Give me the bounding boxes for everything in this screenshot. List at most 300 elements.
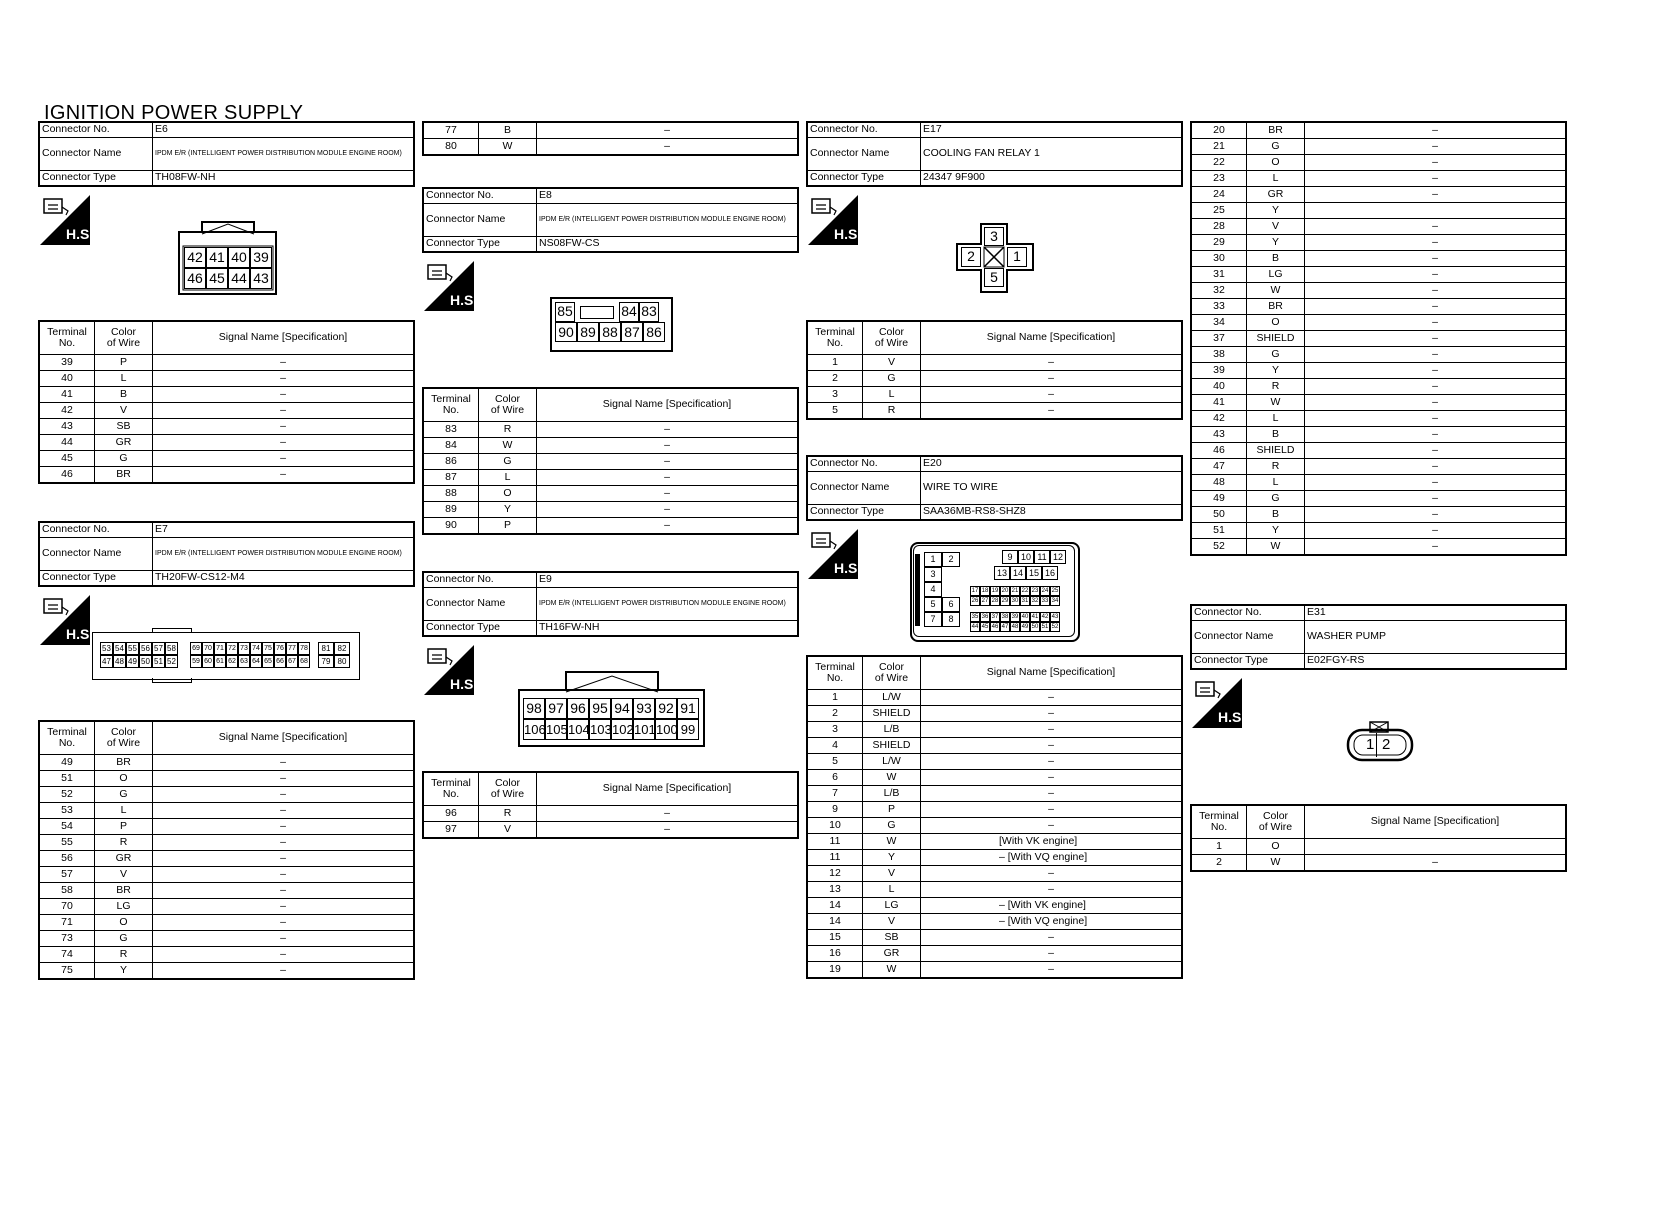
- pin: 39: [250, 247, 272, 268]
- wire-color-header: Color of Wire: [1247, 805, 1305, 839]
- terminal-no: 30: [1191, 251, 1247, 267]
- signal-name: –: [1305, 122, 1567, 139]
- pin: 60: [202, 655, 214, 668]
- harness-side-icon: [808, 195, 862, 245]
- connector-e8-terminal-table: [422, 387, 799, 535]
- signal-name: –: [921, 371, 1183, 387]
- table-row: [1191, 427, 1566, 443]
- wire-color: R: [1247, 459, 1305, 475]
- signal-name: –: [537, 438, 799, 454]
- terminal-no: 43: [39, 419, 95, 435]
- signal-name: –: [921, 802, 1183, 818]
- connector-type-value: SAA36MB-RS8-SHZ8: [921, 505, 1183, 521]
- pin: 4: [924, 582, 942, 597]
- pin: 40: [228, 247, 250, 268]
- wire-color: G: [95, 787, 153, 803]
- wire-color-header: Color of Wire: [863, 656, 921, 690]
- wire-color: W: [863, 834, 921, 850]
- harness-side-icon: [40, 595, 94, 645]
- terminal-no: 39: [39, 355, 95, 371]
- wire-color: R: [95, 835, 153, 851]
- table-row: [1191, 315, 1566, 331]
- pin: 47: [1001, 624, 1009, 630]
- pin: 45: [206, 268, 228, 289]
- terminal-no: 54: [39, 819, 95, 835]
- connector-no-value: E9: [537, 572, 799, 588]
- signal-name: –: [921, 754, 1183, 770]
- terminal-no: 16: [807, 946, 863, 962]
- harness-side-icon: [424, 261, 478, 311]
- signal-name: –: [153, 435, 415, 451]
- svg-text:H.S.: H.S.: [66, 226, 94, 242]
- wire-color: P: [95, 355, 153, 371]
- pin: 93: [633, 698, 655, 719]
- table-row: [39, 451, 414, 467]
- svg-text:H.S.: H.S.: [834, 560, 862, 576]
- table-row: [39, 371, 414, 387]
- connector-e6-terminal-table: [38, 320, 415, 484]
- table-row: [39, 419, 414, 435]
- terminal-no: 24: [1191, 187, 1247, 203]
- signal-name: –: [537, 518, 799, 535]
- table-row: [807, 706, 1182, 722]
- pin: 2: [942, 552, 960, 567]
- wire-color: O: [479, 486, 537, 502]
- wire-color: SB: [95, 419, 153, 435]
- connector-e20-diagram: [910, 542, 1080, 642]
- pin: 35: [971, 614, 979, 620]
- signal-name: –: [1305, 155, 1567, 171]
- wire-color: R: [1247, 379, 1305, 395]
- table-row: [1191, 491, 1566, 507]
- terminal-no: 51: [39, 771, 95, 787]
- terminal-no: 96: [423, 806, 479, 822]
- signal-name: –: [921, 706, 1183, 722]
- wire-color: R: [479, 422, 537, 438]
- pin: 88: [599, 322, 621, 342]
- table-row: [1191, 363, 1566, 379]
- connector-name-value: IPDM E/R (INTELLIGENT POWER DISTRIBUTION MODULE ENGINE ROOM): [153, 138, 415, 171]
- table-row: [1191, 299, 1566, 315]
- table-row: [423, 454, 798, 470]
- signal-name: –: [1305, 315, 1567, 331]
- table-row: [807, 786, 1182, 802]
- wire-color: B: [1247, 427, 1305, 443]
- signal-name: –: [537, 502, 799, 518]
- table-row: [423, 502, 798, 518]
- wire-color: R: [863, 403, 921, 420]
- wire-color: L/B: [863, 722, 921, 738]
- wire-color: LG: [1247, 267, 1305, 283]
- terminal-no: 42: [1191, 411, 1247, 427]
- table-row: [807, 738, 1182, 754]
- signal-name: –: [921, 786, 1183, 802]
- wire-color: SB: [863, 930, 921, 946]
- pin: 3: [924, 567, 942, 582]
- connector-no-label: Connector No.: [807, 456, 921, 472]
- connector-e31-diagram: [1346, 720, 1416, 764]
- connector-e17-header: [806, 121, 1183, 187]
- svg-text:H.S.: H.S.: [66, 626, 94, 642]
- wire-color: V: [1247, 219, 1305, 235]
- connector-type-label: Connector Type: [39, 171, 153, 187]
- connector-no-label: Connector No.: [39, 122, 153, 138]
- connector-e7-continued-table: [422, 121, 799, 156]
- connector-e31-header: [1190, 604, 1567, 670]
- pin: 47: [100, 655, 113, 668]
- pin: 55: [126, 642, 139, 655]
- connector-name-label: Connector Name: [423, 588, 537, 621]
- wire-color: BR: [95, 883, 153, 899]
- terminal-no: 45: [39, 451, 95, 467]
- table-row: [39, 915, 414, 931]
- signal-name: [1305, 839, 1567, 855]
- terminal-no: 51: [1191, 523, 1247, 539]
- wire-color: L: [95, 371, 153, 387]
- terminal-no-header: Terminal No.: [423, 772, 479, 806]
- pin: 42: [1041, 614, 1049, 620]
- pin: 57: [152, 642, 165, 655]
- terminal-no: 50: [1191, 507, 1247, 523]
- wire-color: G: [1247, 347, 1305, 363]
- wire-color: G: [95, 451, 153, 467]
- signal-name-header: Signal Name [Specification]: [921, 656, 1183, 690]
- connector-no-value: E17: [921, 122, 1183, 138]
- terminal-no: 9: [807, 802, 863, 818]
- signal-name: –: [1305, 171, 1567, 187]
- table-row: [807, 403, 1182, 420]
- signal-name: –: [921, 818, 1183, 834]
- pin: 34: [1051, 598, 1059, 604]
- pin: 81: [318, 642, 334, 655]
- connector-name-label: Connector Name: [807, 138, 921, 171]
- connector-e7-terminal-table: [38, 720, 415, 980]
- signal-name: –: [153, 883, 415, 899]
- signal-name: –: [1305, 187, 1567, 203]
- table-row: [1191, 411, 1566, 427]
- terminal-no: 58: [39, 883, 95, 899]
- terminal-no: 2: [807, 706, 863, 722]
- table-row: [1191, 155, 1566, 171]
- table-row: [39, 963, 414, 980]
- signal-name: –: [1305, 427, 1567, 443]
- terminal-no: 77: [423, 122, 479, 139]
- terminal-no: 75: [39, 963, 95, 980]
- terminal-no: 57: [39, 867, 95, 883]
- signal-name-header: Signal Name [Specification]: [537, 388, 799, 422]
- pin: 85: [555, 302, 575, 322]
- terminal-no: 22: [1191, 155, 1247, 171]
- table-row: [1191, 443, 1566, 459]
- wire-color: O: [1247, 839, 1305, 855]
- terminal-no: 2: [807, 371, 863, 387]
- terminal-no: 71: [39, 915, 95, 931]
- terminal-no: 83: [423, 422, 479, 438]
- wire-color: G: [1247, 491, 1305, 507]
- wire-color: L/W: [863, 690, 921, 706]
- pin: 100: [655, 719, 677, 740]
- pin: 48: [113, 655, 126, 668]
- table-row: [39, 787, 414, 803]
- connector-type-label: Connector Type: [423, 237, 537, 253]
- connector-e7-diagram: [92, 628, 360, 684]
- table-row: [423, 422, 798, 438]
- terminal-no: 46: [39, 467, 95, 484]
- pin: 106: [523, 719, 545, 740]
- wire-color: W: [479, 438, 537, 454]
- pin: 56: [139, 642, 152, 655]
- table-row: [39, 867, 414, 883]
- connector-name-value: WASHER PUMP: [1305, 621, 1567, 654]
- wire-color: LG: [95, 899, 153, 915]
- pin: 17: [971, 588, 979, 594]
- pin: 50: [1031, 624, 1039, 630]
- table-row: [1191, 839, 1566, 855]
- wire-color: W: [1247, 855, 1305, 872]
- pin: 43: [250, 268, 272, 289]
- pin: 26: [971, 598, 979, 604]
- wire-color: B: [479, 122, 537, 139]
- signal-name: –: [921, 355, 1183, 371]
- connector-no-value: E8: [537, 188, 799, 204]
- table-row: [39, 899, 414, 915]
- wire-color: BR: [1247, 122, 1305, 139]
- terminal-no: 89: [423, 502, 479, 518]
- pin: 23: [1031, 588, 1039, 594]
- pin: 14: [1010, 566, 1026, 580]
- pin: 2: [1382, 736, 1391, 753]
- pin-grid-r2: [994, 566, 1058, 580]
- terminal-no: 49: [1191, 491, 1247, 507]
- pin: 90: [555, 322, 577, 342]
- signal-name: –: [921, 882, 1183, 898]
- wire-color: V: [95, 403, 153, 419]
- terminal-no-header: Terminal No.: [39, 721, 95, 755]
- signal-name: –: [537, 122, 799, 139]
- pin: 44: [971, 624, 979, 630]
- table-row: [423, 518, 798, 535]
- wire-color: LG: [863, 898, 921, 914]
- terminal-no: 13: [807, 882, 863, 898]
- signal-name: –: [1305, 347, 1567, 363]
- pin: 83: [639, 302, 659, 322]
- connector-name-value: IPDM E/R (INTELLIGENT POWER DISTRIBUTION MODULE ENGINE ROOM): [537, 588, 799, 621]
- table-row: [1191, 122, 1566, 139]
- terminal-no: 32: [1191, 283, 1247, 299]
- terminal-no: 38: [1191, 347, 1247, 363]
- wire-color-header: Color of Wire: [479, 772, 537, 806]
- table-row: [1191, 203, 1566, 219]
- signal-name: –: [921, 962, 1183, 979]
- pin: 77: [286, 642, 298, 655]
- pin: 43: [1051, 614, 1059, 620]
- connector-e9-terminal-table: [422, 771, 799, 839]
- wire-color: L/W: [863, 754, 921, 770]
- pin: 19: [991, 588, 999, 594]
- pin: 75: [262, 642, 274, 655]
- pin: 102: [611, 719, 633, 740]
- pin: 49: [1021, 624, 1029, 630]
- terminal-no: 7: [807, 786, 863, 802]
- table-row: [1191, 267, 1566, 283]
- wire-color: GR: [863, 946, 921, 962]
- terminal-no: 1: [807, 690, 863, 706]
- pin: 104: [567, 719, 589, 740]
- connector-type-value: 24347 9F900: [921, 171, 1183, 187]
- pin: 78: [298, 642, 310, 655]
- table-row: [1191, 283, 1566, 299]
- connector-type-label: Connector Type: [1191, 654, 1305, 670]
- signal-name: –: [921, 690, 1183, 706]
- signal-name: –: [153, 467, 415, 484]
- wire-color-header: Color of Wire: [863, 321, 921, 355]
- signal-name: –: [537, 806, 799, 822]
- wire-color: L/B: [863, 786, 921, 802]
- terminal-no-header: Terminal No.: [423, 388, 479, 422]
- wire-color: V: [95, 867, 153, 883]
- wire-color: L: [95, 803, 153, 819]
- terminal-no: 29: [1191, 235, 1247, 251]
- wire-color-header: Color of Wire: [479, 388, 537, 422]
- table-row: [1191, 171, 1566, 187]
- pin: 51: [1041, 624, 1049, 630]
- signal-name: –: [153, 451, 415, 467]
- terminal-no: 34: [1191, 315, 1247, 331]
- wire-color: W: [1247, 539, 1305, 556]
- pin: 101: [633, 719, 655, 740]
- pin: 18: [981, 588, 989, 594]
- connector-no-label: Connector No.: [423, 188, 537, 204]
- pin: 72: [226, 642, 238, 655]
- wire-color: Y: [1247, 363, 1305, 379]
- terminal-no: 55: [39, 835, 95, 851]
- connector-no-label: Connector No.: [1191, 605, 1305, 621]
- signal-name: –: [1305, 411, 1567, 427]
- signal-name: –: [153, 787, 415, 803]
- wire-color: B: [1247, 507, 1305, 523]
- connector-e31-terminal-table: [1190, 804, 1567, 872]
- table-row: [1191, 251, 1566, 267]
- signal-name: –: [1305, 299, 1567, 315]
- signal-name: –: [921, 946, 1183, 962]
- connector-no-value: E7: [153, 522, 415, 538]
- signal-name: –: [1305, 363, 1567, 379]
- wire-color: O: [1247, 155, 1305, 171]
- table-row: [1191, 219, 1566, 235]
- connector-type-value: TH20FW-CS12-M4: [153, 571, 415, 587]
- wire-color: V: [479, 822, 537, 839]
- wire-color: L: [479, 470, 537, 486]
- signal-name: –: [537, 422, 799, 438]
- wire-color: G: [479, 454, 537, 470]
- connector-name-label: Connector Name: [423, 204, 537, 237]
- wire-color: W: [863, 962, 921, 979]
- pin: 95: [589, 698, 611, 719]
- table-row: [1191, 187, 1566, 203]
- table-row: [39, 387, 414, 403]
- table-row: [807, 818, 1182, 834]
- signal-name: –: [921, 930, 1183, 946]
- svg-text:H.S.: H.S.: [834, 226, 862, 242]
- terminal-no-header: Terminal No.: [1191, 805, 1247, 839]
- terminal-no: 47: [1191, 459, 1247, 475]
- signal-name: –: [153, 947, 415, 963]
- signal-name: –: [1305, 491, 1567, 507]
- table-row: [39, 435, 414, 451]
- terminal-no: 3: [807, 387, 863, 403]
- pin: 82: [334, 642, 350, 655]
- connector-name-value: IPDM E/R (INTELLIGENT POWER DISTRIBUTION MODULE ENGINE ROOM): [537, 204, 799, 237]
- page-title: IGNITION POWER SUPPLY: [44, 102, 304, 124]
- wire-color: Y: [1247, 203, 1305, 219]
- pin: 50: [139, 655, 152, 668]
- table-row: [39, 403, 414, 419]
- terminal-no: 70: [39, 899, 95, 915]
- table-row: [807, 882, 1182, 898]
- pin: 46: [184, 268, 206, 289]
- signal-name: – [With VQ engine]: [921, 914, 1183, 930]
- signal-name: –: [1305, 331, 1567, 347]
- table-row: [1191, 235, 1566, 251]
- table-row: [39, 355, 414, 371]
- signal-name: –: [153, 419, 415, 435]
- terminal-no: 1: [1191, 839, 1247, 855]
- pin: 7: [924, 612, 942, 627]
- signal-name: –: [153, 915, 415, 931]
- connector-e17-diagram: [955, 222, 1035, 294]
- signal-name-header: Signal Name [Specification]: [1305, 805, 1567, 839]
- signal-name: –: [1305, 539, 1567, 556]
- table-row: [807, 834, 1182, 850]
- wire-color: V: [863, 866, 921, 882]
- pin: 97: [545, 698, 567, 719]
- wire-color: BR: [95, 755, 153, 771]
- terminal-no: 5: [807, 403, 863, 420]
- signal-name: –: [921, 403, 1183, 420]
- signal-name: [1305, 203, 1567, 219]
- signal-name: –: [1305, 475, 1567, 491]
- connector-name-value: IPDM E/R (INTELLIGENT POWER DISTRIBUTION MODULE ENGINE ROOM): [153, 538, 415, 571]
- wire-color: O: [95, 915, 153, 931]
- signal-name: –: [153, 867, 415, 883]
- table-row: [39, 835, 414, 851]
- pin: 53: [100, 642, 113, 655]
- terminal-no: 74: [39, 947, 95, 963]
- svg-text:H.S.: H.S.: [1218, 709, 1246, 725]
- connector-e20-terminal-table: [806, 655, 1183, 979]
- signal-name: –: [1305, 855, 1567, 872]
- pin: 52: [165, 655, 178, 668]
- pin: 12: [1050, 550, 1066, 564]
- pin: 65: [262, 655, 274, 668]
- terminal-no: 97: [423, 822, 479, 839]
- pin: 38: [1001, 614, 1009, 620]
- wire-color-header: Color of Wire: [95, 321, 153, 355]
- harness-side-icon: [424, 645, 478, 695]
- table-row: [1191, 139, 1566, 155]
- pin: 41: [206, 247, 228, 268]
- wire-color: G: [863, 818, 921, 834]
- connector-e9-diagram: [518, 670, 706, 753]
- pin: 41: [1031, 614, 1039, 620]
- table-row: [807, 850, 1182, 866]
- signal-name: –: [1305, 443, 1567, 459]
- connector-name-value: WIRE TO WIRE: [921, 472, 1183, 505]
- wire-color: SHIELD: [1247, 331, 1305, 347]
- terminal-no: 49: [39, 755, 95, 771]
- pin: 42: [184, 247, 206, 268]
- pin: 80: [334, 655, 350, 668]
